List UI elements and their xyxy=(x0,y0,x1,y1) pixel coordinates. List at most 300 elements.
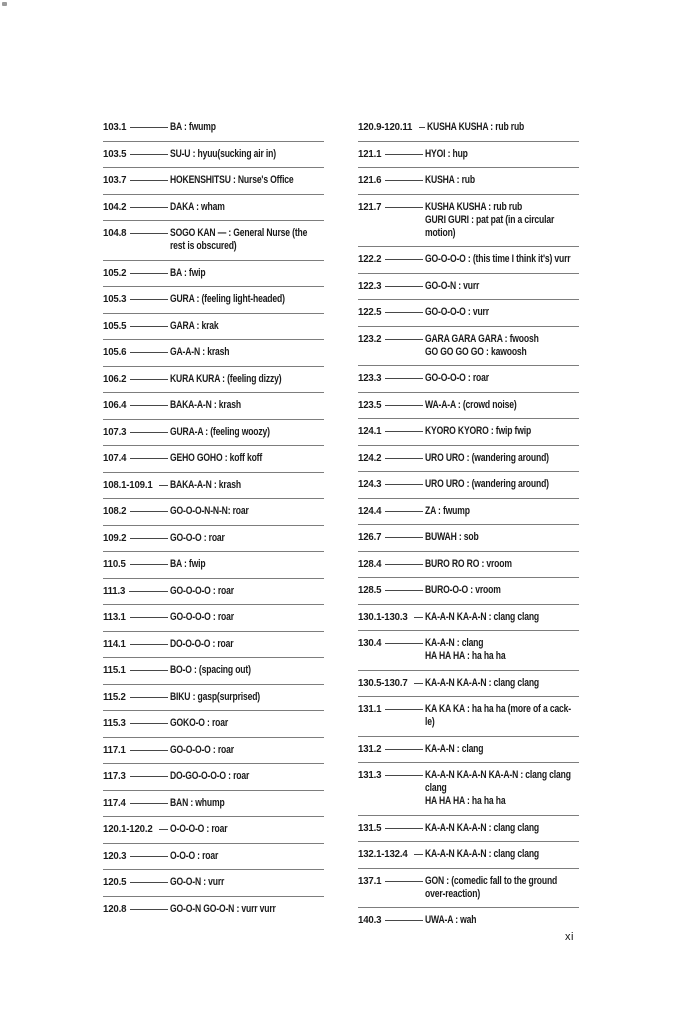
leader-line xyxy=(414,683,423,684)
leader-line xyxy=(130,511,168,512)
entry-sfx-inner: GO-O-O-O : vurr xyxy=(425,306,489,318)
entry-sfx-inner: GARA : krak xyxy=(170,319,219,332)
leader-line xyxy=(130,723,168,724)
entry-sfx-text xyxy=(170,876,240,889)
glossary-entry xyxy=(358,274,579,301)
leader-line xyxy=(385,312,423,313)
entry-sfx-text xyxy=(170,823,244,836)
entry-sfx-text xyxy=(425,584,522,597)
leader-line xyxy=(130,273,168,274)
glossary-entry xyxy=(358,816,579,843)
leader-line xyxy=(385,286,423,287)
glossary-entry xyxy=(103,473,324,500)
leader-line xyxy=(130,379,168,380)
entry-ref-label: 104.2 xyxy=(103,200,127,213)
entry-ref-label: 124.3 xyxy=(358,478,382,490)
entry-sfx-inner: KA KA KA : ha ha ha (more of a cack- le) xyxy=(425,703,571,728)
entry-sfx-text xyxy=(170,770,272,783)
entry-ref-label: 120.9-120.11 xyxy=(358,121,413,133)
entry-sfx-text xyxy=(425,399,542,412)
entry-sfx-text xyxy=(425,253,612,266)
entry-ref xyxy=(358,558,425,571)
glossary-entry xyxy=(358,300,579,327)
entry-ref-label: 115.1 xyxy=(103,664,126,676)
entry-ref-label: 105.5 xyxy=(103,319,127,332)
leader-line xyxy=(130,564,168,565)
leader-line xyxy=(129,591,168,592)
leader-line xyxy=(130,882,168,883)
entry-ref-label: 108.2 xyxy=(103,505,127,517)
leader-line xyxy=(130,750,168,751)
glossary-entry xyxy=(358,499,579,526)
entry-ref-label: 121.6 xyxy=(358,174,382,186)
entry-ref xyxy=(103,148,170,161)
leader-line xyxy=(130,909,168,910)
entry-ref-label: 124.1 xyxy=(358,425,382,437)
glossary-entry xyxy=(358,908,579,934)
glossary-entry xyxy=(358,168,579,195)
entry-sfx-inner: KA-A-N : clang HA HA HA : ha ha ha xyxy=(425,637,506,662)
entry-ref xyxy=(103,227,170,240)
leader-line xyxy=(130,670,168,671)
entry-ref-label: 103.5 xyxy=(103,147,127,160)
entry-sfx-text xyxy=(425,822,571,835)
entry-sfx-inner: GA-A-N : krash xyxy=(170,346,230,358)
leader-line xyxy=(130,803,168,804)
entry-ref-label: 131.1 xyxy=(358,703,382,715)
entry-sfx-inner: BA : fwump xyxy=(170,121,216,133)
entry-ref xyxy=(103,201,170,214)
entry-sfx-text xyxy=(425,280,495,293)
entry-sfx-text xyxy=(170,227,346,253)
entry-sfx-inner: DO-O-O-O : roar xyxy=(170,637,234,650)
entry-ref xyxy=(358,703,425,716)
entry-ref xyxy=(103,611,170,624)
entry-ref xyxy=(358,253,425,266)
entry-sfx-text xyxy=(425,558,536,571)
entry-ref-label: 123.5 xyxy=(358,398,382,411)
entry-sfx-text xyxy=(170,638,251,651)
leader-line xyxy=(130,432,168,433)
entry-sfx-inner: URO URO : (wandering around) xyxy=(425,478,549,490)
entry-ref xyxy=(103,585,170,598)
entry-sfx-inner: BURO-O-O : vroom xyxy=(425,584,501,596)
entry-sfx-inner: BA : fwip xyxy=(170,266,206,279)
entry-sfx-inner: KUSHA KUSHA : rub rub xyxy=(426,121,525,133)
glossary-entry xyxy=(358,247,579,274)
entry-ref xyxy=(358,875,425,888)
entry-sfx-inner: KA-A-N KA-A-N : clang clang xyxy=(425,676,540,689)
leader-line xyxy=(130,233,168,234)
entry-sfx-text xyxy=(425,201,591,240)
leader-line xyxy=(130,207,168,208)
entry-ref xyxy=(103,691,170,704)
entry-ref-label: 128.5 xyxy=(358,584,382,596)
entry-ref xyxy=(358,452,425,465)
entry-ref-label: 107.4 xyxy=(103,452,127,464)
glossary-entry xyxy=(103,764,324,791)
entry-sfx-text xyxy=(170,903,306,916)
entry-sfx-text xyxy=(170,585,252,598)
glossary-entry xyxy=(358,419,579,446)
entry-sfx-inner: BIKU : gasp(surprised) xyxy=(170,690,261,703)
entry-sfx-inner: URO URO : (wandering around) xyxy=(425,451,549,464)
entry-ref-label: 132.1-132.4 xyxy=(358,848,408,860)
entry-ref-label: 131.2 xyxy=(358,742,382,755)
entry-ref-label: 124.2 xyxy=(358,451,382,464)
entry-sfx-text xyxy=(425,372,507,385)
glossary-entry xyxy=(103,261,324,288)
entry-ref-label: 111.3 xyxy=(103,584,126,597)
leader-line xyxy=(385,564,423,565)
entry-ref-label: 105.6 xyxy=(103,346,127,358)
glossary-entry xyxy=(103,393,324,420)
entry-sfx-inner: DAKA : wham xyxy=(170,200,225,213)
entry-ref xyxy=(103,505,170,518)
leader-line xyxy=(419,127,425,128)
glossary-entry xyxy=(358,578,579,605)
entry-sfx-text xyxy=(425,505,482,518)
leader-line xyxy=(130,538,168,539)
entry-ref xyxy=(358,174,425,187)
entry-sfx-inner: O-O-O : roar xyxy=(170,849,219,862)
glossary-entry xyxy=(103,552,324,579)
entry-sfx-inner: KA-A-N KA-A-N KA-A-N : clang clang clang HA HA HA : ha ha ha xyxy=(425,769,571,807)
glossary-entry xyxy=(103,420,324,447)
entry-ref-label: 131.5 xyxy=(358,821,382,834)
entry-sfx-inner: KYORO KYORO : fwip fwip xyxy=(425,425,532,437)
entry-sfx-text xyxy=(170,346,246,359)
glossary-entry xyxy=(358,446,579,473)
glossary-entry xyxy=(103,711,324,738)
entry-ref-label: 122.3 xyxy=(358,279,382,292)
glossary-entry xyxy=(103,870,324,897)
entry-ref xyxy=(358,399,425,412)
entry-sfx-inner: UWA-A : wah xyxy=(425,914,477,926)
glossary-entry xyxy=(358,195,579,248)
entry-sfx-inner: BURO RO RO : vroom xyxy=(425,557,512,570)
entry-sfx-inner: BO-O : (spacing out) xyxy=(170,664,251,676)
entry-ref xyxy=(358,822,425,835)
entry-sfx-inner: KUSHA KUSHA : rub rub GURI GURI : pat pat (in a circular motion) xyxy=(425,200,555,239)
entry-sfx-text xyxy=(170,532,240,545)
entry-sfx-text xyxy=(170,373,313,386)
entry-ref-label: 121.1 xyxy=(358,147,382,160)
entry-ref xyxy=(103,903,170,916)
leader-line xyxy=(385,643,423,644)
entry-ref xyxy=(358,584,425,597)
glossary-entry xyxy=(103,168,324,195)
entry-ref xyxy=(103,638,170,651)
entry-ref-label: 137.1 xyxy=(358,874,382,887)
glossary-column-left xyxy=(103,115,324,922)
entry-ref xyxy=(358,531,425,544)
entry-ref xyxy=(358,306,425,319)
glossary-entry xyxy=(358,869,579,909)
entry-sfx-inner: ZA : fwump xyxy=(425,504,470,517)
entry-sfx-inner: GEHO GOHO : koff koff xyxy=(170,452,263,464)
entry-ref xyxy=(103,426,170,439)
entry-ref-label: 131.3 xyxy=(358,769,382,781)
entry-ref xyxy=(358,121,427,134)
entry-sfx-text xyxy=(170,452,288,465)
entry-sfx-inner: GON : (comedic fall to the ground over-reaction) xyxy=(425,874,558,900)
glossary-entry xyxy=(358,552,579,579)
glossary-entry xyxy=(358,671,579,698)
leader-line xyxy=(159,485,168,486)
glossary-entry xyxy=(103,340,324,367)
glossary-entry xyxy=(103,142,324,169)
entry-sfx-inner: HOKENSHITSU : Nurse's Office xyxy=(170,174,294,186)
entry-ref xyxy=(103,399,170,412)
entry-sfx-text xyxy=(425,452,584,465)
leader-line xyxy=(385,259,423,260)
entry-ref-label: 103.7 xyxy=(103,174,127,186)
glossary-entry xyxy=(358,525,579,552)
entry-sfx-inner: KA-A-N KA-A-N : clang clang xyxy=(425,610,540,623)
entry-sfx-inner: BAKA-A-N : krash xyxy=(170,478,241,491)
glossary-entry xyxy=(103,685,324,712)
entry-sfx-text xyxy=(425,333,571,359)
glossary-entry xyxy=(103,287,324,314)
leader-line xyxy=(385,828,423,829)
glossary-entry xyxy=(103,526,324,553)
entry-sfx-text xyxy=(170,479,261,492)
entry-sfx-inner: KA-A-N KA-A-N : clang clang xyxy=(425,821,540,834)
entry-ref-label: 114.1 xyxy=(103,637,126,650)
glossary-entry xyxy=(103,738,324,765)
entry-ref xyxy=(103,346,170,359)
entry-ref-label: 122.5 xyxy=(358,306,382,318)
entry-ref xyxy=(358,637,425,650)
entry-sfx-text xyxy=(427,121,552,134)
entry-sfx-inner: HYOI : hup xyxy=(425,147,468,160)
entry-sfx-inner: GO-O-N : vurr xyxy=(425,279,480,292)
entry-ref-label: 105.2 xyxy=(103,266,127,279)
glossary-entry xyxy=(103,844,324,871)
entry-sfx-inner: GO-O-N GO-O-N : vurr vurr xyxy=(170,902,276,915)
entry-ref xyxy=(358,280,425,293)
leader-line xyxy=(130,776,168,777)
leader-line xyxy=(414,617,423,618)
leader-line xyxy=(130,617,168,618)
leader-line xyxy=(130,154,168,155)
entry-ref-label: 120.8 xyxy=(103,902,127,915)
leader-line xyxy=(385,881,423,882)
entry-ref-label: 120.1-120.2 xyxy=(103,823,153,835)
leader-line xyxy=(130,299,168,300)
entry-sfx-text xyxy=(170,148,306,161)
glossary-entry xyxy=(358,366,579,393)
entry-sfx-inner: GO-O-O-O : (this time I think it's) vurr xyxy=(425,253,571,265)
glossary-entry xyxy=(103,579,324,606)
entry-sfx-inner: BUWAH : sob xyxy=(425,531,479,543)
entry-ref xyxy=(103,797,170,810)
entry-ref xyxy=(103,876,170,889)
leader-line xyxy=(414,854,423,855)
leader-line xyxy=(385,484,423,485)
entry-sfx-text xyxy=(425,531,494,544)
entry-sfx-inner: KA-A-N : clang xyxy=(425,742,484,755)
leader-line xyxy=(159,829,168,830)
entry-sfx-inner: GARA GARA GARA : fwoosh GO GO GO GO : kawoosh xyxy=(425,332,539,358)
glossary-entry xyxy=(358,605,579,632)
leader-line xyxy=(385,154,423,155)
glossary-entry xyxy=(103,791,324,818)
entry-sfx-inner: GO-O-O : roar xyxy=(170,531,225,544)
glossary-entry xyxy=(103,658,324,685)
entry-sfx-inner: GURA : (feeling light-headed) xyxy=(170,293,285,305)
entry-sfx-inner: GO-O-N : vurr xyxy=(170,876,225,888)
glossary-entry xyxy=(103,195,324,222)
entry-ref-label: 110.5 xyxy=(103,558,126,570)
entry-sfx-text xyxy=(425,769,612,808)
entry-sfx-text xyxy=(170,426,298,439)
leader-line xyxy=(385,920,423,921)
leader-line xyxy=(385,180,423,181)
entry-sfx-inner: GO-O-O-O : roar xyxy=(170,743,234,756)
entry-ref-label: 126.7 xyxy=(358,531,382,543)
leader-line xyxy=(385,207,423,208)
glossary-entry xyxy=(103,446,324,473)
entry-sfx-text xyxy=(425,703,612,729)
entry-ref xyxy=(358,505,425,518)
glossary-entry xyxy=(358,842,579,869)
entry-ref-label: 106.4 xyxy=(103,399,127,411)
entry-ref xyxy=(103,373,170,386)
entry-sfx-inner: KA-A-N KA-A-N : clang clang xyxy=(425,848,540,860)
entry-ref-label: 130.5-130.7 xyxy=(358,676,408,689)
leader-line xyxy=(385,537,423,538)
entry-ref xyxy=(103,850,170,863)
entry-sfx-inner: GO-O-O-O : roar xyxy=(425,372,489,384)
entry-ref-label: 103.1 xyxy=(103,121,127,133)
entry-ref-label: 130.1-130.3 xyxy=(358,610,408,623)
entry-ref-label: 115.3 xyxy=(103,717,126,729)
leader-line xyxy=(385,405,423,406)
leader-line xyxy=(130,180,168,181)
entry-ref-label: 128.4 xyxy=(358,557,382,570)
entry-ref xyxy=(358,372,425,385)
entry-sfx-text xyxy=(170,611,252,624)
entry-sfx-inner: KURA KURA : (feeling dizzy) xyxy=(170,372,282,385)
leader-line xyxy=(385,709,423,710)
entry-ref xyxy=(103,320,170,333)
entry-sfx-text xyxy=(425,875,594,901)
entry-sfx-text xyxy=(425,174,489,187)
entry-ref-label: 117.3 xyxy=(103,770,126,782)
leader-line xyxy=(130,127,168,128)
entry-sfx-text xyxy=(170,691,285,704)
entry-ref xyxy=(358,743,425,756)
entry-sfx-inner: BAN : whump xyxy=(170,796,225,809)
entry-ref-label: 117.4 xyxy=(103,796,126,809)
entry-ref-label: 120.3 xyxy=(103,849,127,862)
entry-sfx-inner: WA-A-A : (crowd noise) xyxy=(425,398,517,411)
glossary-entry xyxy=(103,897,324,923)
entry-ref xyxy=(103,452,170,465)
entry-sfx-inner: DO-GO-O-O-O : roar xyxy=(170,770,250,782)
glossary-entry xyxy=(358,631,579,671)
glossary-entry xyxy=(358,697,579,737)
leader-line xyxy=(385,775,423,776)
glossary-entry xyxy=(103,115,324,142)
entry-sfx-text xyxy=(170,320,232,333)
entry-sfx-text xyxy=(170,293,317,306)
entry-sfx-inner: GO-O-O-O : roar xyxy=(170,611,234,623)
entry-sfx-inner: KUSHA : rub xyxy=(425,174,475,186)
leader-line xyxy=(130,697,168,698)
entry-ref-label: 117.1 xyxy=(103,743,126,756)
glossary-entry xyxy=(103,314,324,341)
entry-ref xyxy=(103,664,170,677)
entry-sfx-text xyxy=(425,743,500,756)
entry-sfx-text xyxy=(425,677,571,690)
leader-line xyxy=(385,511,423,512)
leader-line xyxy=(385,458,423,459)
leader-line xyxy=(130,405,168,406)
glossary-column-right xyxy=(358,115,579,934)
glossary-entry xyxy=(358,327,579,367)
leader-line xyxy=(385,590,423,591)
entry-sfx-inner: GO-O-O-O : roar xyxy=(170,584,234,597)
leader-line xyxy=(385,749,423,750)
leader-line xyxy=(130,856,168,857)
entry-ref-label: 106.2 xyxy=(103,372,127,385)
entry-ref xyxy=(103,121,170,134)
entry-sfx-inner: GURA-A : (feeling woozy) xyxy=(170,425,270,438)
entry-ref xyxy=(358,769,425,782)
leader-line xyxy=(385,431,423,432)
entry-ref-label: 130.4 xyxy=(358,637,382,649)
leader-line xyxy=(130,352,168,353)
entry-sfx-text xyxy=(425,848,571,861)
entry-ref xyxy=(358,677,425,690)
entry-sfx-inner: SU-U : hyuu(sucking air in) xyxy=(170,147,276,160)
entry-ref xyxy=(103,558,170,571)
entry-sfx-inner: GOKO-O : roar xyxy=(170,717,229,729)
leader-line xyxy=(130,644,168,645)
entry-ref-label: 113.1 xyxy=(103,611,126,623)
entry-sfx-text xyxy=(170,121,229,134)
entry-sfx-inner: GO-O-O-N-N-N: roar xyxy=(170,505,249,517)
entry-ref xyxy=(358,914,425,927)
glossary-entry xyxy=(358,737,579,764)
glossary-entry xyxy=(358,763,579,816)
leader-line xyxy=(385,339,423,340)
entry-ref xyxy=(358,333,425,346)
glossary-entry xyxy=(103,221,324,261)
leader-line xyxy=(130,326,168,327)
entry-ref xyxy=(358,611,425,624)
entry-ref xyxy=(358,478,425,491)
glossary-entry xyxy=(103,632,324,659)
entry-ref xyxy=(358,148,425,161)
entry-sfx-text xyxy=(170,850,232,863)
entry-ref-label: 107.3 xyxy=(103,425,127,438)
entry-ref xyxy=(358,201,425,214)
entry-sfx-text xyxy=(425,637,528,663)
entry-sfx-text xyxy=(170,201,240,214)
glossary-entry xyxy=(358,115,579,142)
entry-sfx-inner: BA : fwip xyxy=(170,558,206,570)
entry-ref-label: 105.3 xyxy=(103,293,127,305)
entry-ref-label: 122.2 xyxy=(358,253,382,265)
entry-sfx-text xyxy=(425,425,561,438)
entry-ref xyxy=(103,744,170,757)
glossary-entry xyxy=(358,472,579,499)
entry-ref-label: 120.5 xyxy=(103,876,127,888)
